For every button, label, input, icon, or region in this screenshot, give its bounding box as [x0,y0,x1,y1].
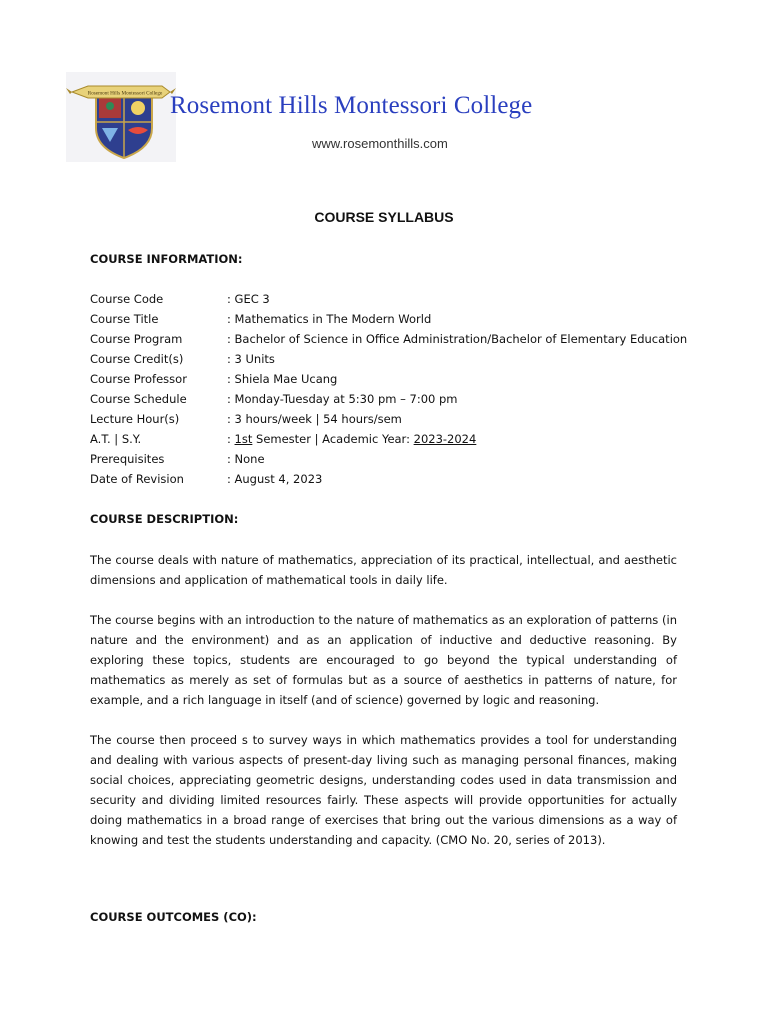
logo-banner-text: Rosemont Hills Montessori College [87,90,163,97]
info-label: Course Code [90,292,164,306]
info-label: A.T. | S.Y. [90,432,142,446]
info-value: : August 4, 2023 [227,472,323,486]
info-label: Course Program [90,332,183,346]
course-outcomes-heading: COURSE OUTCOMES (CO): [90,910,257,924]
info-middle-text: Semester | Academic Year: [252,432,414,446]
document-title: COURSE SYLLABUS [314,209,454,225]
info-row-course-code [90,292,690,312]
academic-year-value: 2023-2024 [413,432,477,446]
info-label: Course Professor [90,372,187,386]
college-seal-logo [66,72,176,162]
info-row-course-schedule [90,392,690,412]
info-value: : None [227,452,265,466]
info-value: : Bachelor of Science in Office Administration/Bachelor of Elementary Education [227,332,688,346]
description-paragraph: The course begins with an introduction to the nature of mathematics as an exploration of patterns (in nature and the environment) and as an application of inductive and deductive reasoning. By exploring these topics, students are encouraged to go beyond the typical understanding of mathematics as merely as set of formulas but as a source of aesthetics in patterns of nature, for example, and a rich language in itself (and of science) governed by logic and reasoning. [90,613,677,707]
description-paragraph: The course deals with nature of mathematics, appreciation of its practical, intellectual, and aesthetic dimensions and application of mathematical tools in daily life. [90,553,677,587]
info-row-course-program [90,332,690,352]
info-value [227,432,476,446]
info-row-academic-term [90,432,690,452]
info-label: Date of Revision [90,472,184,486]
info-label: Course Credit(s) [90,352,184,366]
info-row-prerequisites [90,452,690,472]
info-row-course-title [90,312,690,332]
info-label: Course Schedule [90,392,187,406]
info-label: Course Title [90,312,159,326]
course-information-heading: COURSE INFORMATION: [90,252,243,266]
info-row-date-of-revision [90,472,690,492]
info-row-lecture-hours [90,412,690,432]
info-prefix: : [227,432,235,446]
semester-value: 1st [234,432,253,446]
course-description-heading: COURSE DESCRIPTION: [90,512,239,526]
info-value: : Shiela Mae Ucang [227,372,338,386]
info-value: : Monday-Tuesday at 5:30 pm – 7:00 pm [227,392,458,406]
info-label: Prerequisites [90,452,165,466]
college-name: Rosemont Hills Montessori College [170,92,533,119]
college-website: www.rosemonthills.com [312,136,448,151]
info-row-course-credits [90,352,690,372]
description-paragraph: The course then proceed s to survey ways in which mathematics provides a tool for understanding and dealing with various aspects of present-day living such as managing personal finances, making social choices, appreciating geometric designs, understanding codes used in data transmission and security and dividing limited resources fairly. These aspects will provide opportunities for actually doing mathematics in a broad range of exercises that bring out the various dimensions as a way of knowing and test the students understanding and capacity. (CMO No. 20, series of 2013). [90,733,677,847]
info-value: : 3 Units [227,352,275,366]
info-value: : Mathematics in The Modern World [227,312,432,326]
info-value: : GEC 3 [227,292,270,306]
info-label: Lecture Hour(s) [90,412,180,426]
info-row-course-professor [90,372,690,392]
info-value: : 3 hours/week | 54 hours/sem [227,412,402,426]
